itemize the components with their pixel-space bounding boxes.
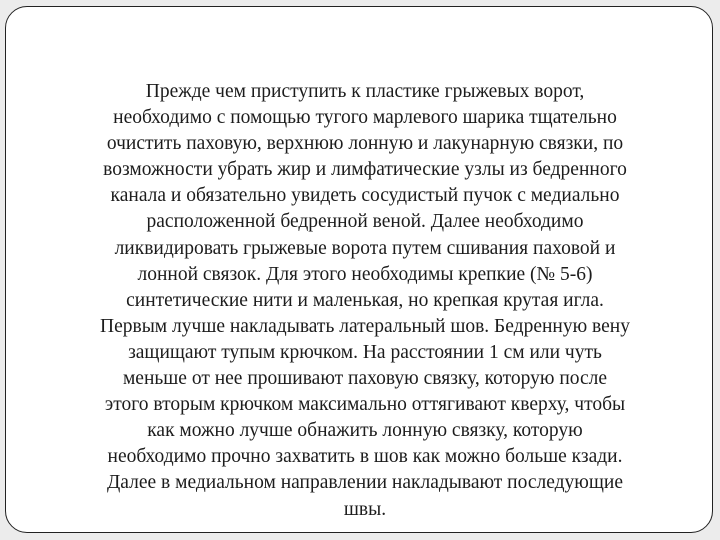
text-line-10: Первым лучше накладывать латеральный шов. Бедренную вену — [100, 315, 630, 337]
text-line-3: очистить паховую, верхнюю лонную и лакунарную связки, по — [106, 133, 624, 155]
text-line-8: лонной связок. Для этого необходимы крепкие (№ 5-6) — [137, 263, 593, 285]
body-text — [58, 79, 672, 523]
text-line-4: возможности убрать жир и лимфатические узлы из бедренного — [103, 159, 627, 181]
text-line-17: швы. — [343, 498, 387, 520]
text-line-5: канала и обязательно увидеть сосудистый пучок с медиально — [110, 185, 620, 207]
text-line-9: синтетические нити и маленькая, но крепкая крутая игла. — [126, 289, 604, 311]
text-line-15: необходимо прочно захватить в шов как можно больше кзади. — [107, 446, 623, 468]
text-line-16: Далее в медиальном направлении накладывают последующие — [107, 472, 623, 494]
text-line-2: необходимо с помощью тугого марлевого шарика тщательно — [113, 107, 617, 129]
text-line-14: как можно лучше обнажить лонную связку, которую — [147, 420, 583, 442]
text-line-6: расположенной бедренной веной. Далее необходимо — [146, 211, 584, 233]
text-line-7: ликвидировать грыжевые ворота путем сшивания паховой и — [114, 237, 616, 259]
text-line-12: меньше от нее прошивают паховую связку, которую после — [122, 368, 608, 390]
text-line-11: защищают тупым крючком. На расстоянии 1 см или чуть — [128, 341, 602, 363]
slide-card — [5, 6, 713, 533]
text-line-13: этого вторым крючком максимально оттягивают кверху, чтобы — [104, 394, 626, 416]
text-line-1: Прежде чем приступить к пластике грыжевых ворот, — [145, 81, 585, 102]
